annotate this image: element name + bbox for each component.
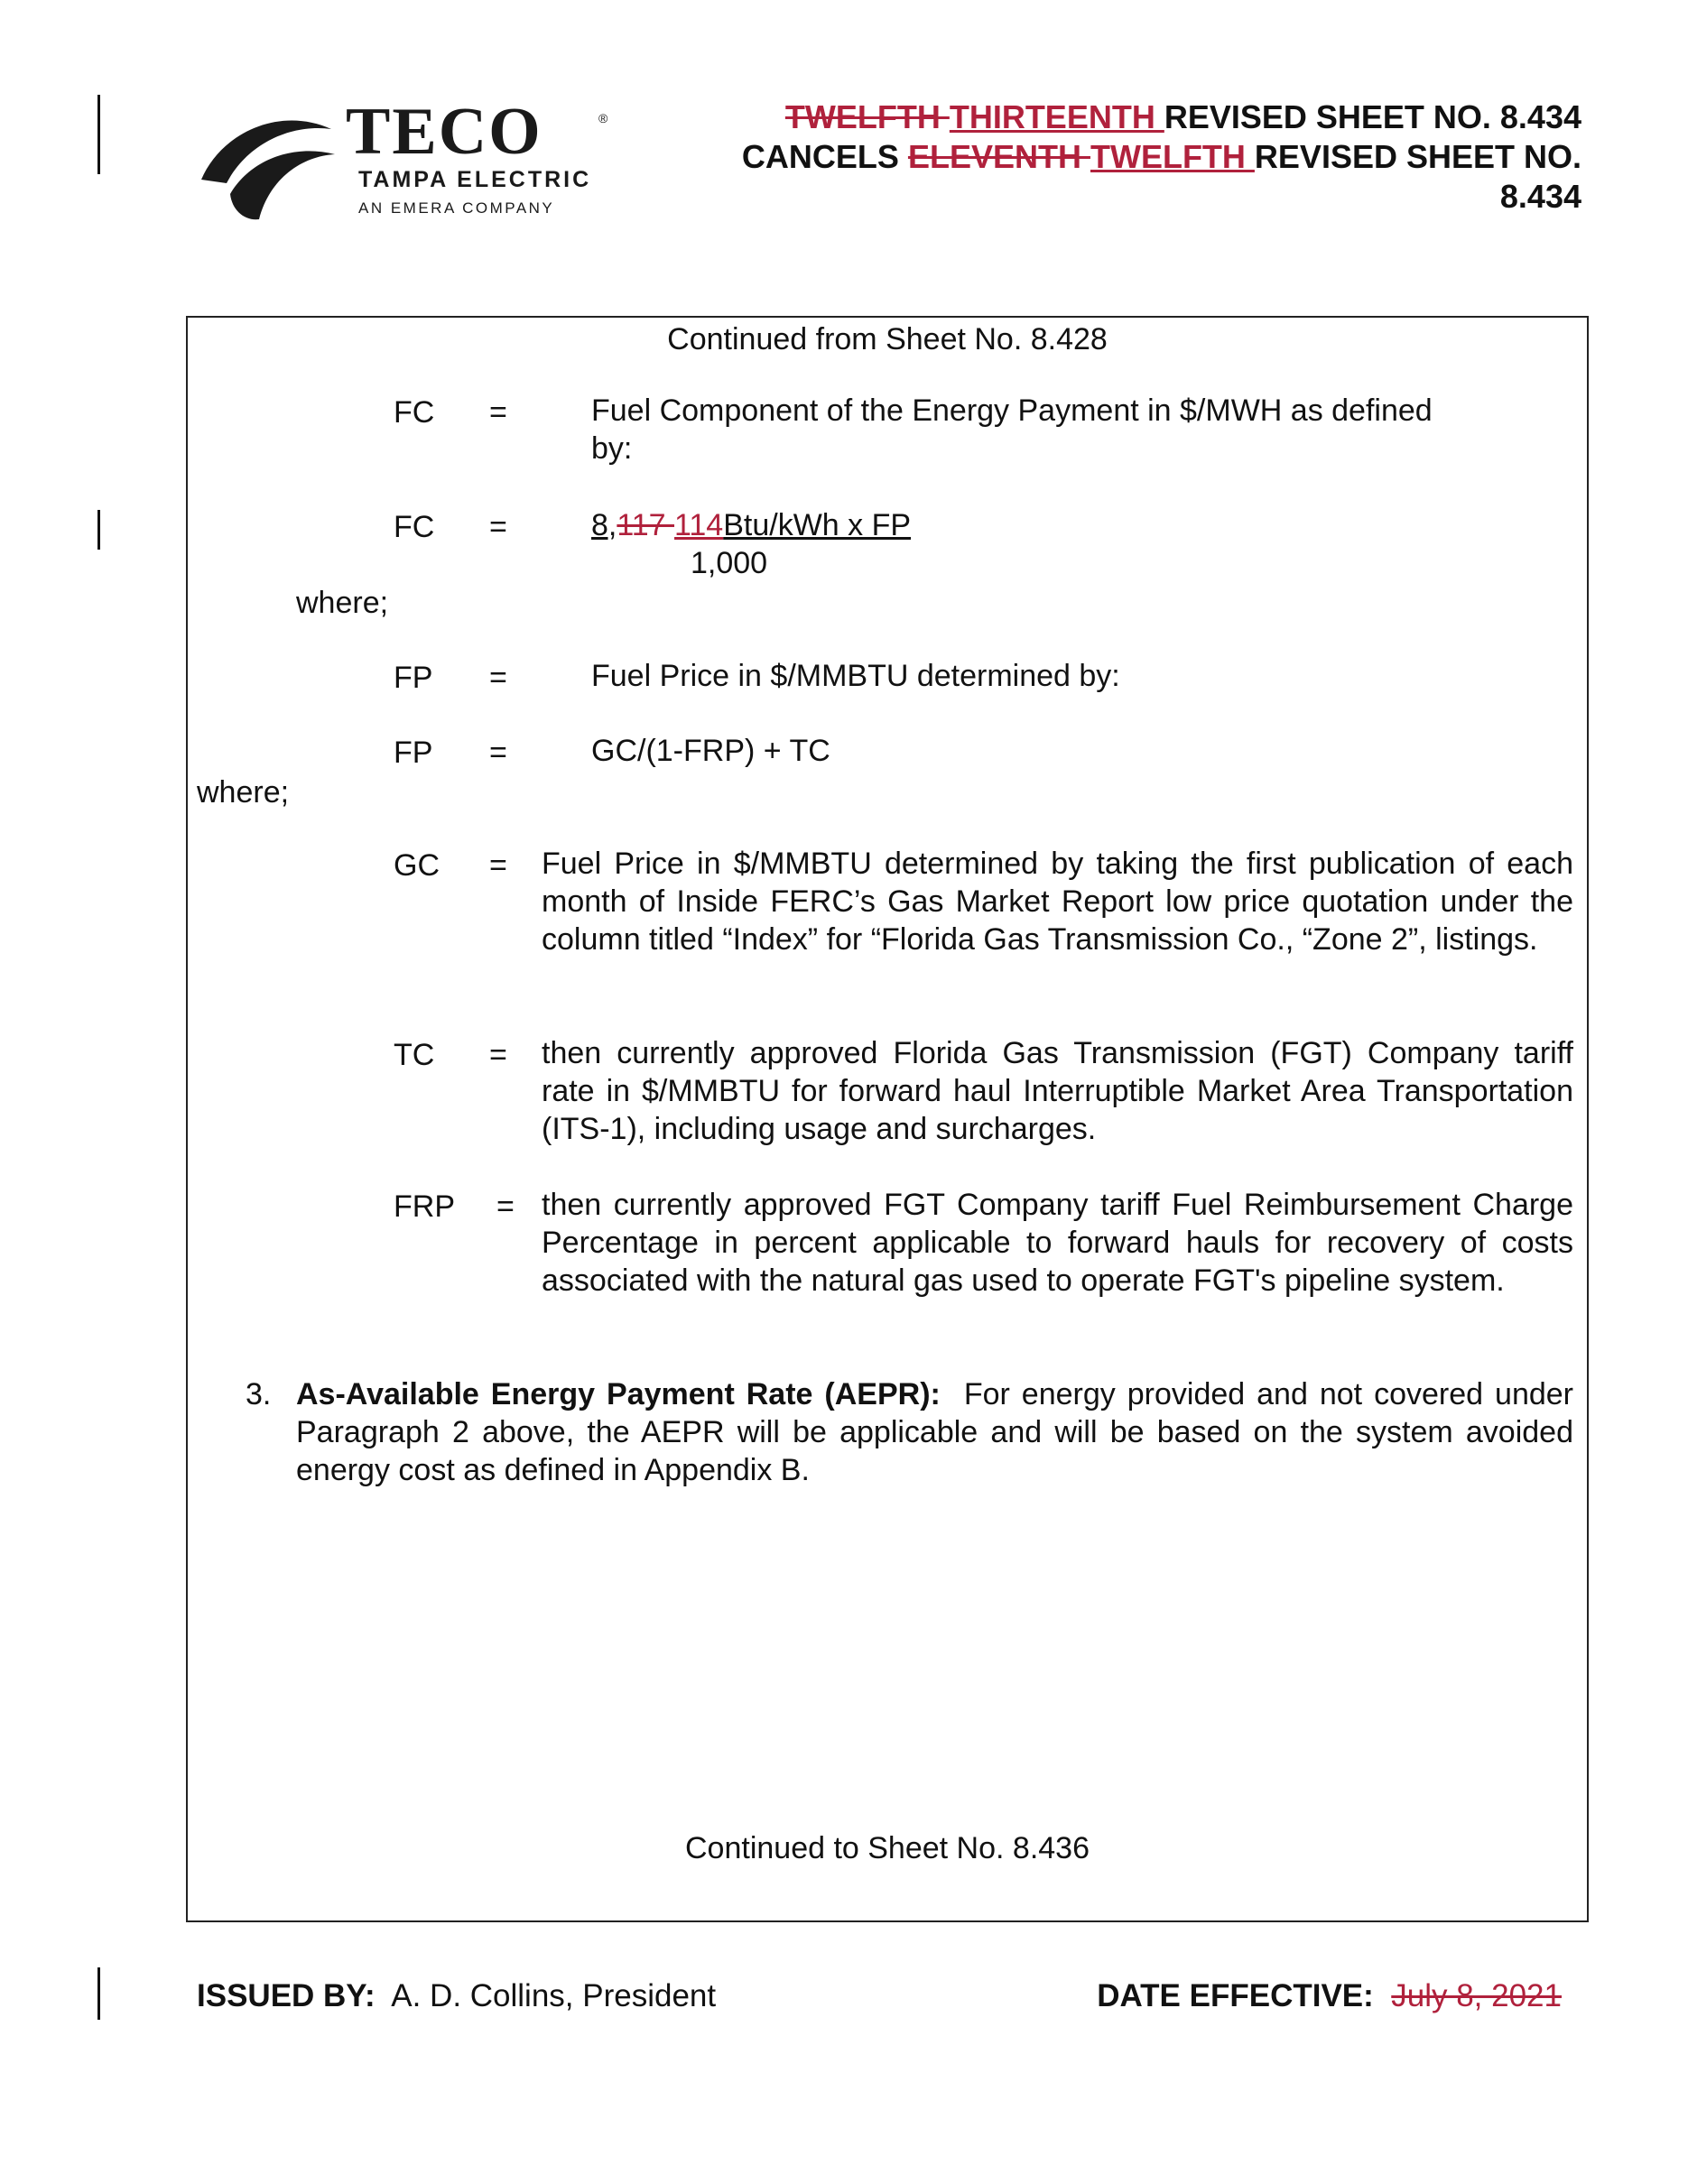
fc-prefix: 8, — [591, 508, 617, 542]
fc-inserted-value: 114 — [674, 508, 724, 542]
tc-label: TC — [394, 1038, 435, 1072]
sheet-header-line2 — [742, 137, 1581, 177]
registered-mark: ® — [598, 111, 608, 125]
issued-by-value: A. D. Collins, President — [391, 1978, 717, 2013]
struck-cancels-revision: ELEVENTH — [907, 138, 1090, 175]
fc-formula-rest: Btu/kWh x FP — [723, 508, 912, 542]
issued-by-label: ISSUED BY: — [197, 1978, 376, 2013]
change-bar-formula — [97, 510, 100, 550]
fp-def-text: Fuel Price in $/MMBTU determined by: — [591, 659, 1120, 693]
frp-label: FRP — [394, 1189, 455, 1224]
gc-text: Fuel Price in $/MMBTU determined by taking the first publication of each month of Inside FERC’s Gas Market Report low price quotation under the column titled “Index” for “Florida Gas Transmission Co., “Zone 2”, listings. — [542, 847, 1573, 957]
where-label-2: where; — [197, 775, 290, 810]
where-label-1: where; — [296, 586, 389, 620]
fp-formula-label: FP — [394, 736, 433, 770]
fc-def-text-line2: by: — [591, 431, 633, 466]
fc-def-text — [591, 392, 1566, 467]
issued-by — [197, 1978, 716, 2014]
gc-equals: = — [489, 848, 507, 883]
sheet-header-line1 — [742, 97, 1581, 137]
frp-equals: = — [496, 1189, 515, 1224]
continued-from: Continued from Sheet No. 8.428 — [667, 322, 1108, 356]
inserted-revision: THIRTEENTH — [949, 98, 1164, 135]
tc-text: then currently approved Florida Gas Transmission (FGT) Company tariff rate in $/MMBTU for forward haul Interruptible Market Area Transportation (ITS-1), including usage and surcharges. — [542, 1036, 1573, 1146]
item3-title: As-Available Energy Payment Rate (AEPR): — [296, 1377, 941, 1411]
logo-wordmark: TECO — [346, 95, 543, 169]
fc-formula-numerator — [591, 506, 911, 544]
date-effective-struck: July 8, 2021 — [1391, 1978, 1562, 2013]
gc-label: GC — [394, 848, 440, 883]
change-bar-footer — [97, 1967, 100, 2020]
fc-formula-label: FC — [394, 510, 435, 544]
date-effective — [1097, 1978, 1562, 2014]
cancels-sheet-text: REVISED SHEET NO. — [1254, 138, 1581, 175]
struck-revision: TWELFTH — [784, 98, 950, 135]
item3-text: For energy provided and not covered under Paragraph 2 above, the AEPR will be applicable and will be based on the system avoided energy cost as defined in Appendix B. — [296, 1377, 1573, 1487]
inserted-cancels-revision: TWELFTH — [1090, 138, 1255, 175]
change-bar-header — [97, 95, 100, 174]
logo-company: TAMPA ELECTRIC — [358, 167, 592, 192]
teco-logo — [194, 95, 663, 226]
frp-text: then currently approved FGT Company tariff Fuel Reimbursement Charge Percentage in percent applicable to forward hauls for recovery of costs associated with the natural gas used to operate FGT's pipeline system. — [542, 1188, 1573, 1298]
fp-formula-text: GC/(1-FRP) + TC — [591, 734, 830, 768]
fp-def-equals: = — [489, 661, 507, 695]
fc-formula-equals: = — [489, 510, 507, 544]
item3-number: 3. — [246, 1377, 272, 1411]
fc-def-text-line1: Fuel Component of the Energy Payment in $/MWH as defined — [591, 393, 1433, 428]
fc-formula-denominator: 1,000 — [691, 546, 768, 580]
fp-formula-equals: = — [489, 736, 507, 770]
cancels-label: CANCELS — [741, 138, 908, 175]
sheet-number-text: REVISED SHEET NO. 8.434 — [1164, 98, 1581, 135]
fc-def-label: FC — [394, 395, 435, 430]
sheet-header — [742, 97, 1581, 217]
fp-def-label: FP — [394, 661, 433, 695]
sheet-header-line3: 8.434 — [1499, 178, 1581, 215]
fc-def-equals: = — [489, 395, 507, 430]
fc-struck-value: 117 — [617, 508, 675, 542]
item3-paragraph — [296, 1375, 1573, 1489]
teco-swoosh-icon — [194, 97, 339, 223]
tc-equals: = — [489, 1038, 507, 1072]
date-effective-label: DATE EFFECTIVE: — [1097, 1978, 1374, 2013]
logo-tagline: AN EMERA COMPANY — [358, 199, 555, 217]
continued-to: Continued to Sheet No. 8.436 — [685, 1831, 1090, 1865]
